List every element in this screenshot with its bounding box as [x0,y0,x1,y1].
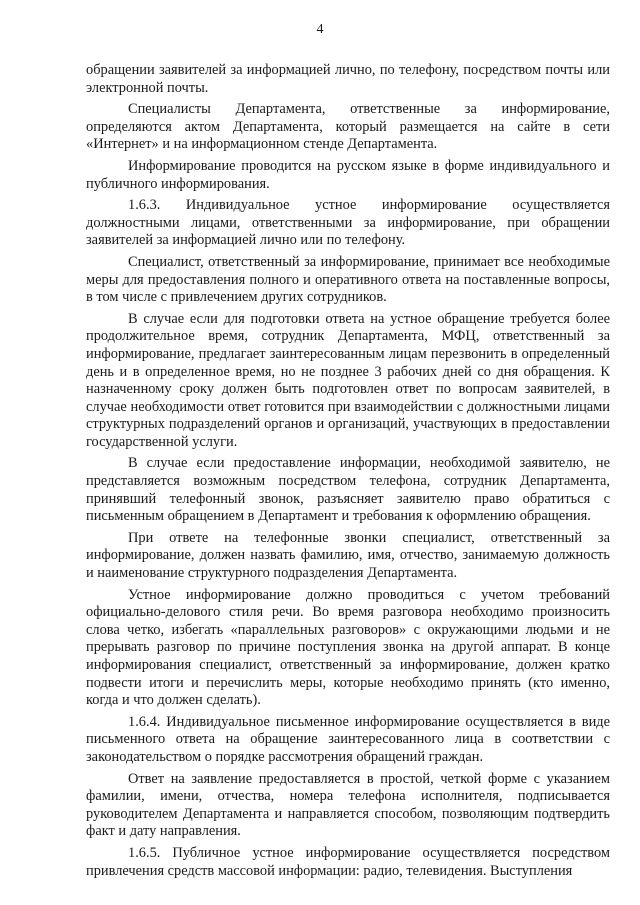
paragraph-specialists: Специалисты Департамента, ответственные за информирование, определяются актом Департамента, который размещается на сайте в сети «Интернет» и на информационном стенде Департамента. [86,101,610,153]
paragraph-answer-form: Ответ на заявление предоставляется в простой, четкой форме с указанием фамилии, имени, отчества, номера телефона исполнителя, подписывается руководителем Департамента и направляется способом, позволяющим подтвердить факт и дату направления. [86,770,610,840]
paragraph-specialist-measures: Специалист, ответственный за информирование, принимает все необходимые меры для предоставления полного и оперативного ответа на поставленные вопросы, в том числе с привлечением других сотрудников. [86,253,610,306]
page-number: 4 [316,22,324,37]
paragraph-1-6-3: 1.6.3. Индивидуальное устное информирование осуществляется должностными лицами, ответственными за информирование, при обращении заявителей за информацией лично или по телефону. [86,197,610,249]
paragraph-1-6-4: 1.6.4. Индивидуальное письменное информирование осуществляется в виде письменного ответа на обращение заинтересованного лица в соответствии с законодательством о порядке рассмотрения обращений граждан. [86,713,610,765]
paragraph-language: Информирование проводится на русском языке в форме индивидуального и публичного информирования. [86,157,610,192]
document-body [86,62,610,880]
paragraph-longer-time: В случае если для подготовки ответа на устное обращение требуется более продолжительное время, сотрудник Департамента, МФЦ, ответственный за информирование, предлагает заинтересованным лицам перезвонить в определенный день и в определенное время, но не позднее 3 рабочих дней со дня обращения. К назначенному сроку должен быть подготовлен ответ по вопросам заявителей, в случае необходимости ответ готовится при взаимодействии с должностными лицами структурных подразделений органов и организаций, участвующих в предоставлении государственной услуги. [86,310,610,450]
paragraph-phone-calls: При ответе на телефонные звонки специалист, ответственный за информирование, должен назвать фамилию, имя, отчество, занимаемую должность и наименование структурного подразделения Департамента. [86,529,610,582]
paragraph-continuation: обращении заявителей за информацией лично, по телефону, посредством почты или электронной почты. [86,62,610,96]
paragraph-oral-style: Устное информирование должно проводиться с учетом требований официально-делового стиля речи. Во время разговора необходимо произносить слова четко, избегать «параллельных разговоров» с окружающими людьми и не прерывать разговор по причине поступления звонка на другой аппарат. В конце информирования специалист, ответственный за информирование, должен кратко подвести итоги и перечислить меры, которые необходимо принять (кто именно, когда и что должен сделать). [86,586,610,709]
paragraph-phone-impossible: В случае если предоставление информации, необходимой заявителю, не представляется возможным посредством телефона, сотрудник Департамента, принявший телефонный звонок, разъясняет заявителю право обратиться с письменным обращением в Департамент и требования к оформлению обращения. [86,455,610,525]
paragraph-1-6-5: 1.6.5. Публичное устное информирование осуществляется посредством привлечения средств массовой информации: радио, телевидения. Выступления [86,844,610,879]
